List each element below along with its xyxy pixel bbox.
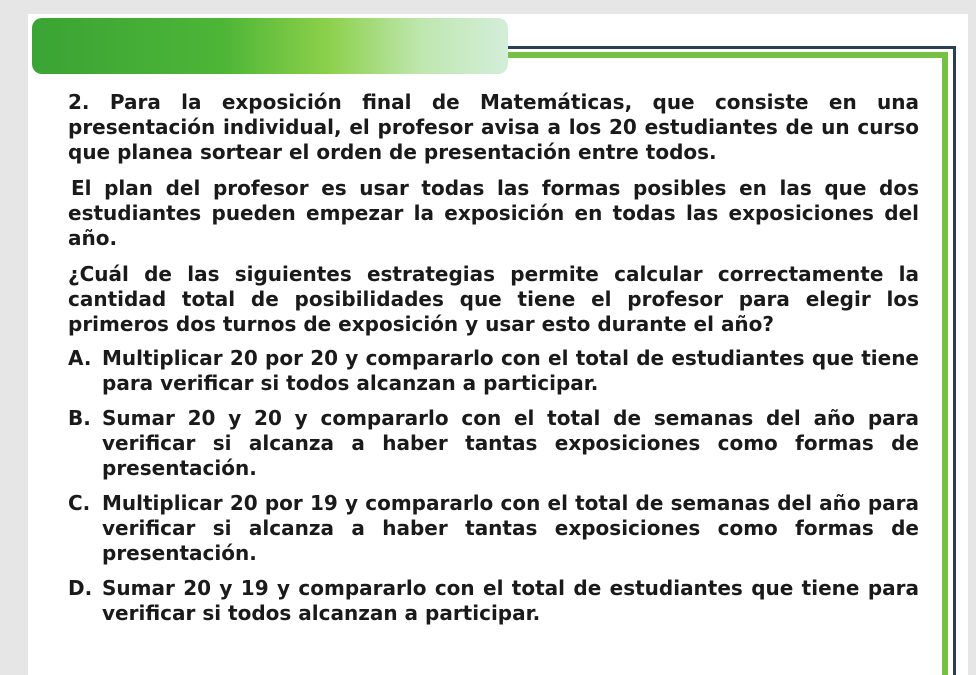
header-banner [32,18,508,74]
option-text: Sumar 20 y 20 y compararlo con el total de semanas del año para verificar si alcanza a haber tantas exposiciones como formas de presentación. [102,406,919,480]
right-rule-green [942,52,948,675]
question-prompt: ¿Cuál de las siguientes estrategias permite calcular correctamente la cantidad total de posibilidades que tiene el profesor para elegir los primeros dos turnos de exposición y usar esto durante el año? [68,262,919,336]
right-rule-dark [953,46,956,675]
question-content [68,90,919,636]
option-text: Sumar 20 y 19 y compararlo con el total de estudiantes que tiene para verificar si todos alcanzan a participar. [102,576,919,625]
option-letter: D. [68,576,93,600]
option-c[interactable] [68,491,919,566]
top-rule-green [508,52,948,58]
option-letter: C. [68,491,91,515]
option-a[interactable] [68,346,919,396]
question-intro: 2. Para la exposición final de Matemáticas, que consiste en una presentación individual, el profesor avisa a los 20 estudiantes de un curso que planea sortear el orden de presentación entre todos. [68,90,919,164]
option-b[interactable] [68,406,919,481]
option-d[interactable] [68,576,919,626]
option-text: Multiplicar 20 por 19 y compararlo con el total de semanas del año para verificar si alcanza a haber tantas exposiciones como formas de presentación. [102,491,919,565]
top-rule-dark [508,46,956,49]
option-letter: A. [68,346,92,370]
option-text: Multiplicar 20 por 20 y compararlo con el total de estudiantes que tiene para verificar si todos alcanzan a participar. [102,346,919,395]
worksheet-page [28,14,968,675]
option-letter: B. [68,406,91,430]
question-plan: El plan del profesor es usar todas las formas posibles en las que dos estudiantes pueden empezar la exposición en todas las exposiciones del año. [68,176,919,250]
